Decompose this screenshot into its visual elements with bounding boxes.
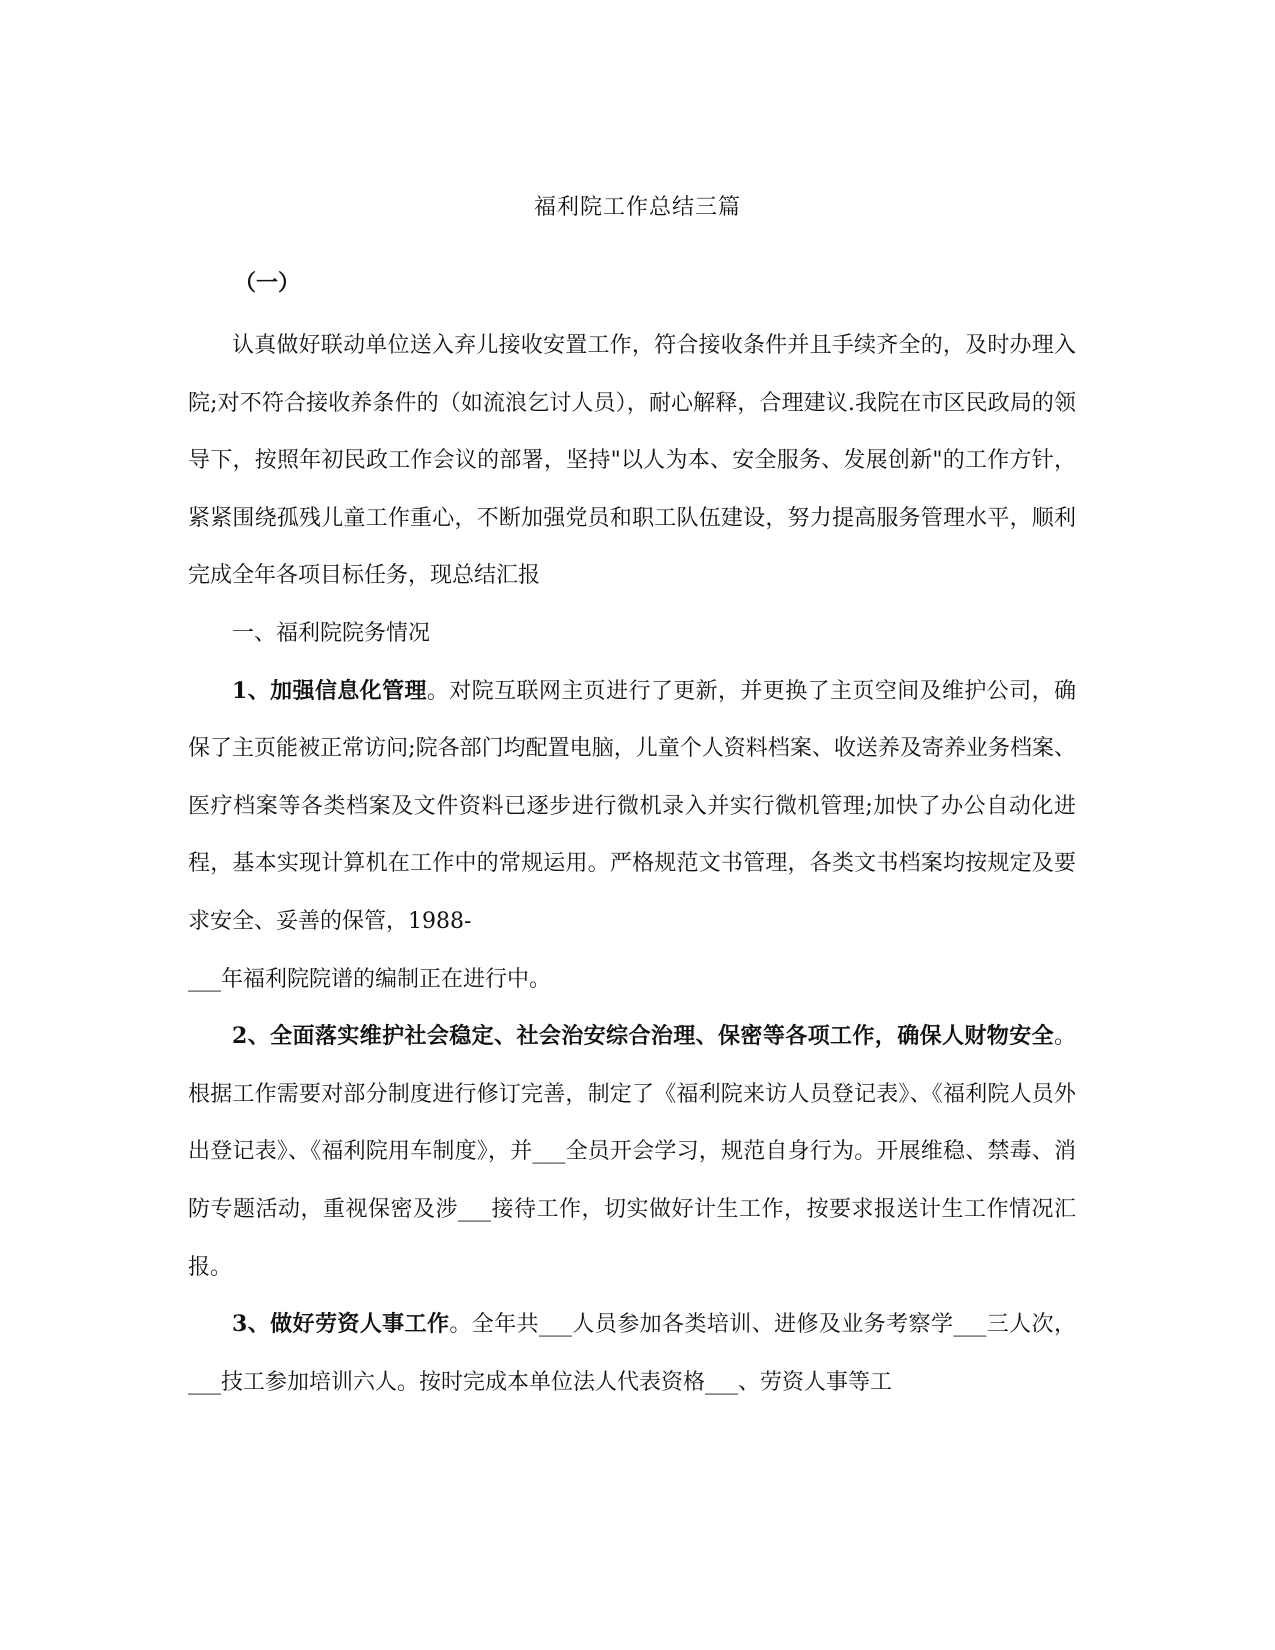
item-3-text: 。全年共___人员参加各类培训、进修及业务考察学___三人次，___技工参加培训六人。按时完成本单位法人代表资格___、劳资人事等工 [188,1312,1076,1395]
document-body [188,317,1076,1411]
item-2-bold-lead: 2、全面落实维护社会稳定、社会治安综合治理、保密等各项工作，确保人财物安全 [232,1023,1054,1050]
item-2-paragraph [188,1008,1076,1296]
item-1-paragraph [188,663,1076,951]
item-3-bold-lead: 3、做好劳资人事工作 [232,1311,450,1338]
section-marker: （一） [234,270,301,296]
item-1-bold-lead: 1、加强信息化管理 [232,677,427,704]
document-title: 福利院工作总结三篇 [533,195,741,220]
item-3-paragraph [188,1296,1076,1411]
item-1-text: 。对院互联网主页进行了更新，并更换了主页空间及维护公司，确保了主页能被正常访问;院各部门均配置电脑，儿童个人资料档案、收送养及寄养业务档案、医疗档案等各类档案及文件资料已逐步进行微机录入并实行微机管理;加快了办公自动化进程，基本实现计算机在工作中的常规运用。严格规范文书管理，各类文书档案均按规定及要求安全、妥善的保管，1988- [188,678,1076,934]
section-heading-1: 一、福利院院务情况 [232,620,431,646]
item-1-continuation: ___年福利院院谱的编制正在进行中。 [188,966,552,992]
item-2-text: 。根据工作需要对部分制度进行修订完善，制定了《福利院来访人员登记表》、《福利院人员外出登记表》、《福利院用车制度》，并___全员开会学习，规范自身行为。开展维稳、禁毒、消防专题活动，重视保密及涉___接待工作，切实做好计生工作，按要求报送计生工作情况汇报。 [188,1024,1076,1280]
intro-paragraph: 认真做好联动单位送入弃儿接收安置工作，符合接收条件并且手续齐全的，及时办理入院;对不符合接收养条件的（如流浪乞讨人员），耐心解释，合理建议.我院在市区民政局的领导下，按照年初民政工作会议的部署，坚持"以人为本、安全服务、发展创新"的工作方针，紧紧围绕孤残儿童工作重心，不断加强党员和职工队伍建设，努力提高服务管理水平，顺利完成全年各项目标任务，现总结汇报 [188,333,1076,589]
